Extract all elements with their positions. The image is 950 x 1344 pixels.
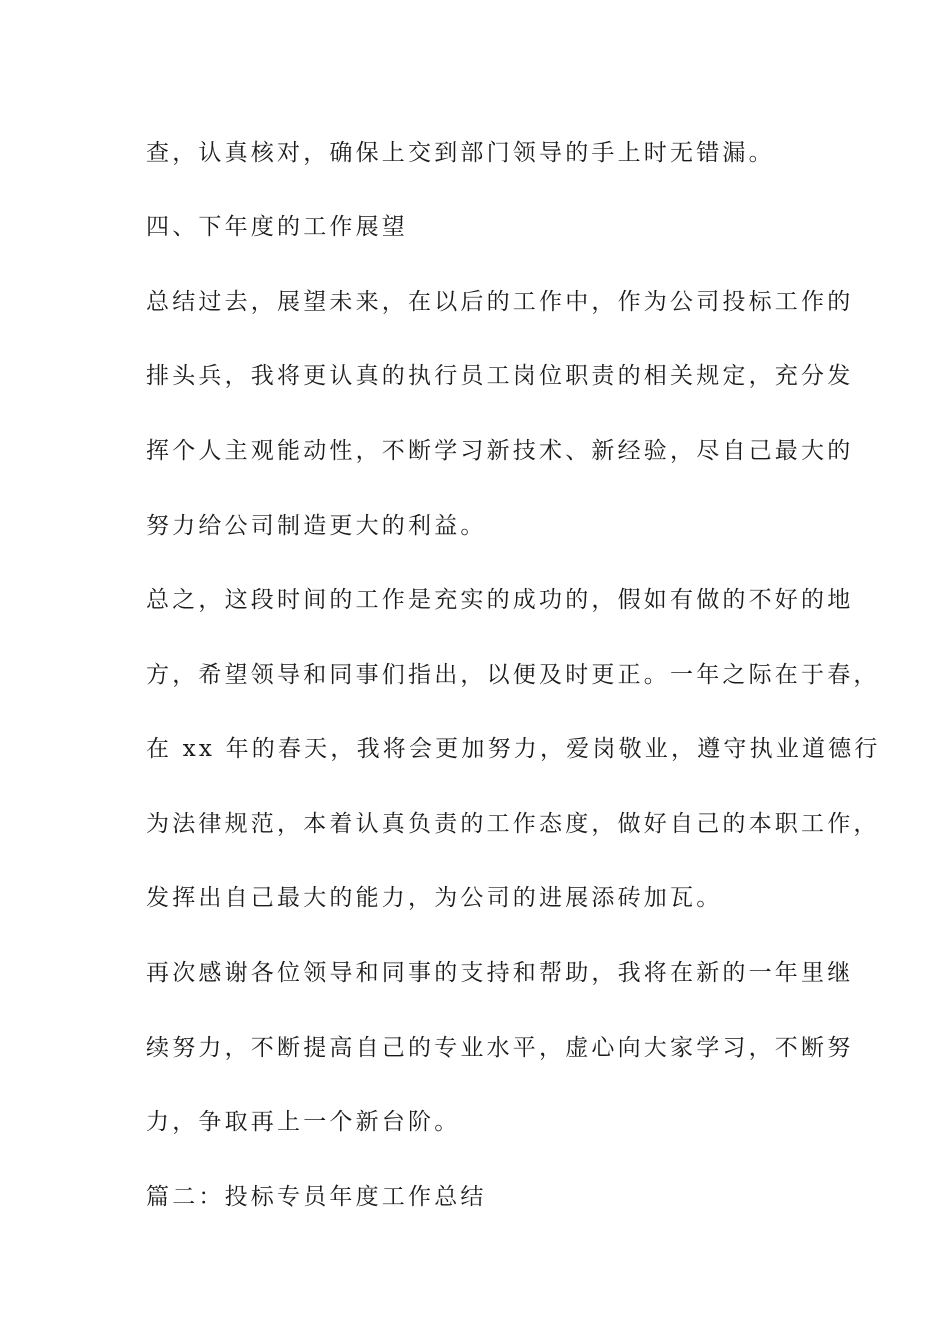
text-line: 为法律规范，本着认真负责的工作态度，做好自己的本职工作， <box>146 811 880 837</box>
text-line: 排头兵，我将更认真的执行员工岗位职责的相关规定，充分发 <box>146 363 854 389</box>
text-line: 总结过去，展望未来，在以后的工作中，作为公司投标工作的 <box>146 289 854 315</box>
section-heading: 篇二：投标专员年度工作总结 <box>146 1184 487 1210</box>
text-line: 发挥出自己最大的能力，为公司的进展添砖加瓦。 <box>146 885 723 911</box>
text-line: 力，争取再上一个新台阶。 <box>146 1109 461 1135</box>
section-heading: 四、下年度的工作展望 <box>146 214 408 240</box>
text-line: 总之，这段时间的工作是充实的成功的，假如有做的不好的地 <box>146 587 854 613</box>
text-line: 查，认真核对，确保上交到部门领导的手上时无错漏。 <box>146 140 775 166</box>
text-line: 续努力，不断提高自己的专业水平，虚心向大家学习，不断努 <box>146 1035 854 1061</box>
text-line: 挥个人主观能动性，不断学习新技术、新经验，尽自己最大的 <box>146 438 854 464</box>
text-line: 再次感谢各位领导和同事的支持和帮助，我将在新的一年里继 <box>146 960 854 986</box>
text-line: 在 xx 年的春天，我将会更加努力，爱岗敬业，遵守执业道德行 <box>146 736 881 762</box>
text-line: 方，希望领导和同事们指出，以便及时更正。一年之际在于春， <box>146 662 880 688</box>
text-line: 努力给公司制造更大的利益。 <box>146 513 487 539</box>
